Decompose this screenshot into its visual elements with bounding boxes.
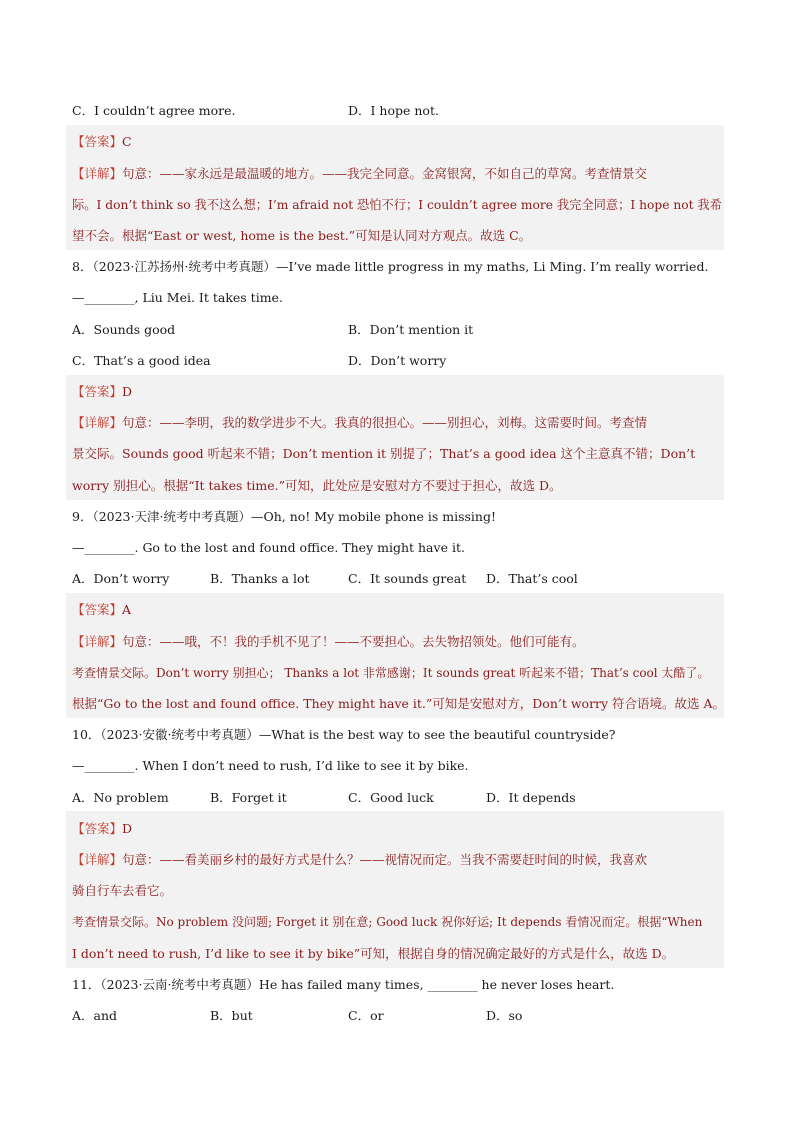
- answer-label: 【答案】: [72, 821, 123, 836]
- answer-label: 【答案】: [72, 134, 123, 149]
- q10-detail-line-2: 骑自行车去看它。: [72, 883, 173, 898]
- detail-text: 句意：——李明，我的数学进步不大。我真的很担心。——别担心，刘梅。这需要时间。考查情: [122, 415, 648, 430]
- q10-answer-line: [72, 821, 132, 837]
- q8-detail-line-2: 景交际。Sounds good 听起来不错；Don’t mention it 别提了；That’s a good idea 这个主意真不错；Don’t: [72, 446, 696, 461]
- answer-label: 【答案】: [72, 384, 123, 399]
- q8-reply: —________, Liu Mei. It takes time.: [72, 290, 283, 305]
- detail-label: 【详解】: [72, 166, 123, 181]
- q8-option-d: D．Don’t worry: [348, 353, 447, 368]
- answer-value: D: [122, 821, 133, 836]
- q7-detail-line-2: 际。I don’t think so 我不这么想；I’m afraid not 恐怕不行；I couldn’t agree more 我完全同意；I hope not 我希: [72, 198, 722, 212]
- q9-option-a: A．Don’t worry: [72, 571, 170, 586]
- answer-value: A: [122, 602, 132, 617]
- q10-detail-line-4: I don’t need to rush, I’d like to see it by bike”可知，根据自身的情况确定最好的方式是什么，故选 D。: [72, 946, 675, 961]
- q8-option-a: A．Sounds good: [72, 322, 176, 337]
- q9-option-b: B．Thanks a lot: [210, 571, 310, 586]
- q10-option-b: B．Forget it: [210, 790, 287, 805]
- q8-option-b: B．Don’t mention it: [348, 322, 474, 337]
- q8-option-c: C．That’s a good idea: [72, 353, 211, 368]
- q8-detail-line-1: [72, 415, 647, 431]
- q9-answer-line: [72, 602, 131, 618]
- q7-option-d: D．I hope not.: [348, 103, 439, 118]
- q10-detail-line-1: [72, 852, 647, 868]
- q9-stem: 9．（2023·天津·统考中考真题）—Oh, no! My mobile phone is missing!: [72, 509, 496, 524]
- q7-detail-line-3: 望不会。根据“East or west, home is the best.”可知是认同对方观点。故选 C。: [72, 228, 532, 243]
- q11-stem: 11．（2023·云南·统考中考真题）He has failed many times, ________ he never loses heart.: [72, 977, 615, 992]
- q9-detail-line-1: [72, 634, 585, 650]
- detail-label: 【详解】: [72, 852, 123, 867]
- q10-option-c: C．Good luck: [348, 790, 434, 805]
- detail-text: 句意：——家永远是最温暖的地方。——我完全同意。金窝银窝，不如自己的草窝。考查情景交: [122, 166, 648, 181]
- q11-option-b: B．but: [210, 1008, 253, 1023]
- answer-label: 【答案】: [72, 602, 123, 617]
- q11-option-d: D．so: [486, 1008, 523, 1023]
- q10-stem: 10．（2023·安徽·统考中考真题）—What is the best way to see the beautiful countryside?: [72, 727, 616, 742]
- q10-option-a: A．No problem: [72, 790, 169, 805]
- detail-text: 句意：——看美丽乡村的最好方式是什么？——视情况而定。当我不需要赶时间的时候，我喜欢: [122, 852, 648, 867]
- q11-option-c: C．or: [348, 1008, 384, 1023]
- q8-answer-line: [72, 384, 132, 400]
- q7-detail-line-1: [72, 166, 647, 182]
- q9-option-c: C．It sounds great: [348, 571, 467, 586]
- q7-option-c: C．I couldn’t agree more.: [72, 103, 236, 118]
- q8-detail-line-3: worry 别担心。根据“It takes time.”可知，此处应是安慰对方不要过于担心，故选 D。: [72, 478, 562, 493]
- answer-value: C: [122, 134, 132, 149]
- q9-reply: —________. Go to the lost and found office. They might have it.: [72, 540, 465, 555]
- detail-text: 句意：——哦，不！我的手机不见了！——不要担心。去失物招领处。他们可能有。: [122, 634, 585, 649]
- q10-reply: —________. When I don’t need to rush, I’d like to see it by bike.: [72, 758, 469, 773]
- q9-detail-line-2: 考查情景交际。Don’t worry 别担心； Thanks a lot 非常感谢；It sounds great 听起来不错；That’s cool 太酷了。: [72, 666, 710, 680]
- detail-label: 【详解】: [72, 415, 123, 430]
- answer-value: D: [122, 384, 133, 399]
- detail-label: 【详解】: [72, 634, 123, 649]
- q7-answer-line: [72, 134, 132, 150]
- q8-stem: 8．（2023·江苏扬州·统考中考真题）—I’ve made little progress in my maths, Li Ming. I’m really worried.: [72, 259, 709, 274]
- q9-detail-line-3: 根据“Go to the lost and found office. They might have it.”可知是安慰对方，Don’t worry 符合语境。故选 A。: [72, 696, 726, 711]
- q9-option-d: D．That’s cool: [486, 571, 578, 586]
- q10-detail-line-3: 考查情景交际。No problem 没问题; Forget it 别在意; Good luck 祝你好运; It depends 看情况而定。根据“When: [72, 915, 703, 929]
- q10-option-d: D．It depends: [486, 790, 576, 805]
- q11-option-a: A．and: [72, 1008, 118, 1023]
